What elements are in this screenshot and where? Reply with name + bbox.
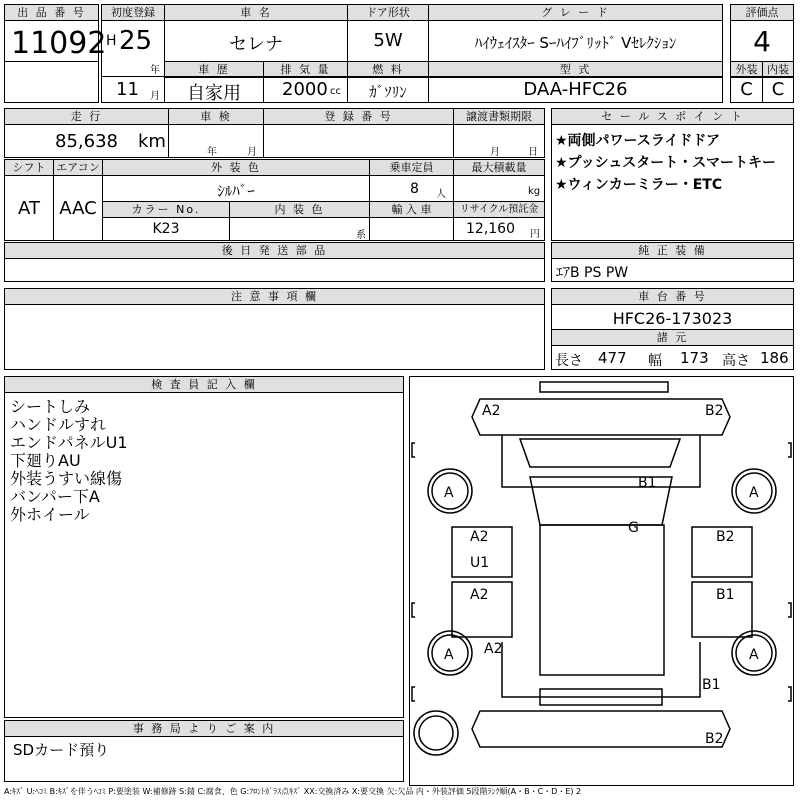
reg-no-cell xyxy=(263,124,454,158)
inspector-line: ハンドルすれ xyxy=(10,415,107,434)
inspector-line: バンパー下A xyxy=(10,487,100,506)
transfer-cell xyxy=(453,124,545,158)
interior-label: 内装 xyxy=(762,61,794,78)
mileage-label: 走 行 xyxy=(4,108,169,125)
equipment-label: 純 正 装 備 xyxy=(551,242,794,259)
door-cell xyxy=(347,20,429,62)
lot-no: 11092 xyxy=(11,26,107,61)
model-label: 型 式 xyxy=(428,61,723,78)
grade-label: グ レ ー ド xyxy=(428,4,723,21)
int-color-unit: 系 xyxy=(356,230,366,241)
damage-mark: B2 xyxy=(716,529,735,545)
damage-mark: A2 xyxy=(484,641,503,657)
car-diagram-svg xyxy=(410,377,793,785)
transfer-day-unit: 日 xyxy=(528,147,538,158)
chassis: HFC26-173023 xyxy=(612,309,733,328)
history: 自家用 xyxy=(187,83,241,104)
damage-mark: A2 xyxy=(470,587,489,603)
later-parts-label: 後 日 発 送 部 品 xyxy=(4,242,545,259)
legend: A:ｷｽﾞ U:ﾍｺﾐ B:ｷｽﾞを伴うﾍｺﾐ P:要塗装 W:補修跡 S:錆 C:腐食、色 G:ﾌﾛﾝﾄｶﾞﾗｽ点ｷｽﾞ XX:交換済み X:要交換 欠:欠品 内・外装評価 5段階ﾗﾝｸ順(A・B・C・D・E) 2 xyxy=(4,787,582,796)
lot-no-cell xyxy=(4,20,107,62)
year: 25 xyxy=(119,26,153,56)
damage-mark: A2 xyxy=(470,529,489,545)
damage-mark: G xyxy=(628,520,639,536)
interior-grade: C xyxy=(771,79,785,100)
later-parts-cell xyxy=(4,258,545,282)
recycle-unit: 円 xyxy=(530,229,540,240)
width: 173 xyxy=(680,349,709,367)
load-label: 最大積載量 xyxy=(453,159,545,176)
dims-cell xyxy=(551,345,794,370)
sales-point: ★両側パワースライドドア xyxy=(555,133,721,149)
month: 11 xyxy=(116,79,139,100)
inspector-line: 下廻りAU xyxy=(10,451,81,470)
capacity: 8 xyxy=(410,181,419,197)
damage-mark: A xyxy=(749,647,759,663)
damage-mark: A xyxy=(444,485,454,501)
era: H xyxy=(106,33,117,49)
transfer-label: 譲渡書類期限 xyxy=(453,108,545,125)
fuel-cell xyxy=(347,76,429,103)
year-unit: 年 xyxy=(150,65,160,76)
mileage: 85,638 xyxy=(55,131,118,152)
displacement-label: 排 気 量 xyxy=(263,61,348,78)
displacement: 2000 xyxy=(282,79,328,100)
office-label: 事 務 局 よ り ご 案 内 xyxy=(4,720,404,737)
chassis-cell xyxy=(551,304,794,330)
displacement-unit: cc xyxy=(330,86,341,97)
lot-no-blank xyxy=(4,61,99,103)
office-text: SDカード預り xyxy=(13,741,110,759)
model: DAA-HFC26 xyxy=(523,79,628,100)
model-cell xyxy=(428,76,723,103)
color-no-cell xyxy=(102,217,230,241)
dims-label: 諸 元 xyxy=(551,329,794,346)
import-label: 輸 入 車 xyxy=(369,201,454,218)
score-cell xyxy=(730,20,794,62)
shift-label: シフト xyxy=(4,159,54,176)
color-no: K23 xyxy=(152,221,180,237)
first-reg-label: 初度登録 xyxy=(101,4,165,21)
damage-mark: B1 xyxy=(638,475,657,491)
load-cell xyxy=(453,175,545,202)
grade-cell xyxy=(428,20,723,62)
damage-mark: B1 xyxy=(702,677,721,693)
inspector-line: シートしみ xyxy=(10,397,91,416)
sales-point: ★プッシュスタート・スマートキー xyxy=(555,155,777,171)
inspector-label: 検 査 員 記 入 欄 xyxy=(4,376,404,393)
door: 5W xyxy=(373,30,403,51)
month-unit: 月 xyxy=(150,91,160,102)
transfer-month-unit: 月 xyxy=(490,147,500,158)
inspector-line: エンドパネルU1 xyxy=(10,433,128,452)
score: 4 xyxy=(753,25,771,58)
lot-no-label: 出 品 番 号 xyxy=(4,4,99,21)
shift: AT xyxy=(18,198,40,219)
month-cell xyxy=(101,76,165,103)
damage-mark: B2 xyxy=(705,731,724,747)
interior-cell xyxy=(762,76,794,103)
equipment: ｴｱB PS PW xyxy=(556,265,629,281)
caution-cell xyxy=(4,304,545,370)
sales-label: セ ー ル ス ポ イ ン ト xyxy=(551,108,794,125)
exterior-label: 外装 xyxy=(730,61,763,78)
int-color-cell xyxy=(229,217,370,241)
history-cell xyxy=(164,76,264,103)
inspection-label: 車 検 xyxy=(168,108,264,125)
inspector-line: 外ホイール xyxy=(10,505,90,524)
damage-mark: B1 xyxy=(716,587,735,603)
first-reg-cell xyxy=(101,20,165,77)
capacity-label: 乗車定員 xyxy=(369,159,454,176)
mileage-cell xyxy=(4,124,169,158)
load-unit: kg xyxy=(528,186,541,197)
length: 477 xyxy=(598,349,627,367)
recycle-cell xyxy=(453,217,545,241)
inspector-line: 外装うすい線傷 xyxy=(10,469,123,488)
ext-color-cell xyxy=(102,175,370,202)
score-label: 評価点 xyxy=(730,4,794,21)
color-no-label: カラー No. xyxy=(102,201,230,218)
ac: AAC xyxy=(59,198,97,219)
car-diagram xyxy=(409,376,794,786)
mileage-unit: km xyxy=(138,131,166,152)
ext-color-label: 外 装 色 xyxy=(102,159,370,176)
caution-label: 注 意 事 項 欄 xyxy=(4,288,545,305)
damage-mark: B2 xyxy=(705,403,724,419)
int-color-label: 内 装 色 xyxy=(229,201,370,218)
inspection-month-unit: 月 xyxy=(247,147,257,158)
width-label: 幅 xyxy=(648,353,662,369)
recycle: 12,160 xyxy=(466,221,515,237)
office-cell xyxy=(4,736,404,782)
exterior-cell xyxy=(730,76,763,103)
length-label: 長さ xyxy=(555,353,583,369)
height-label: 高さ xyxy=(722,353,750,369)
capacity-cell xyxy=(369,175,454,202)
import-cell xyxy=(369,217,454,241)
car-name: セレナ xyxy=(229,34,283,55)
shift-cell xyxy=(4,175,54,241)
recycle-label: リサイクル預託金 xyxy=(453,201,545,218)
damage-mark: A2 xyxy=(482,403,501,419)
history-label: 車 歴 xyxy=(164,61,264,78)
inspection-cell xyxy=(168,124,264,158)
door-label: ドア形状 xyxy=(347,4,429,21)
reg-no-label: 登 録 番 号 xyxy=(263,108,454,125)
car-name-label: 車 名 xyxy=(164,4,348,21)
inspector-cell xyxy=(4,392,404,718)
car-name-cell xyxy=(164,20,348,62)
inspection-year-unit: 年 xyxy=(207,147,217,158)
damage-mark: U1 xyxy=(470,555,490,571)
displacement-cell xyxy=(263,76,348,103)
damage-mark: A xyxy=(749,485,759,501)
damage-mark: A xyxy=(444,647,454,663)
equipment-cell xyxy=(551,258,794,282)
ext-color: ｼﾙﾊﾞｰ xyxy=(217,182,255,200)
fuel: ｶﾞｿﾘﾝ xyxy=(369,83,407,101)
height: 186 xyxy=(760,349,789,367)
capacity-unit: 人 xyxy=(436,189,446,200)
ac-cell xyxy=(53,175,103,241)
fuel-label: 燃 料 xyxy=(347,61,429,78)
exterior-grade: C xyxy=(740,79,753,100)
sales-point: ★ウィンカーミラー・ETC xyxy=(555,177,723,193)
chassis-label: 車 台 番 号 xyxy=(551,288,794,305)
grade: ﾊｲｳｪｲｽﾀｰ Sｰﾊｲﾌﾞﾘｯﾄﾞ Vｾﾚｸｼｮﾝ xyxy=(474,34,677,52)
sales-cell xyxy=(551,124,794,241)
ac-label: エアコン xyxy=(53,159,103,176)
